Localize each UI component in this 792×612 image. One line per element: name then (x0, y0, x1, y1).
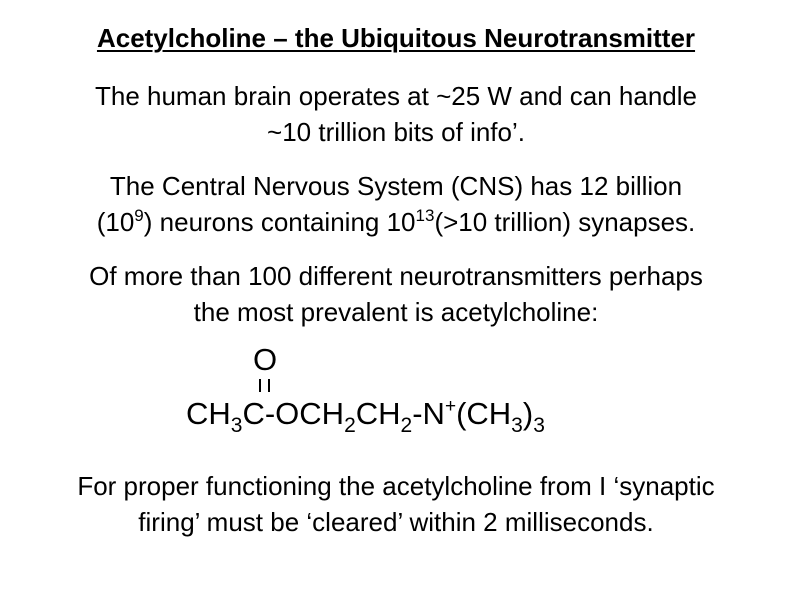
cns-line-2-part-a: (10 (96, 207, 135, 237)
formula-sub-2a: 2 (344, 414, 356, 437)
cns-paragraph (0, 168, 792, 240)
formula-close-paren: ) (522, 396, 534, 431)
clearing-line-1: For proper functioning the acetylcholine from I ‘synaptic (77, 471, 715, 501)
acetylcholine-formula (186, 396, 545, 437)
formula-sub-3b: 3 (511, 414, 523, 437)
brain-power-paragraph (0, 78, 792, 150)
brain-power-line-1: The human brain operates at ~25 W and can handle (94, 81, 697, 111)
brain-power-line-2: ~10 trillion bits of info’. (267, 117, 525, 147)
formula-charge: + (444, 396, 457, 417)
carbonyl-oxygen: O (253, 342, 278, 377)
neurotransmitter-line-1: Of more than 100 different neurotransmitters perhaps (89, 261, 703, 291)
neurotransmitter-paragraph (0, 258, 792, 330)
formula-n: -N (412, 396, 445, 431)
cns-line-1: The Central Nervous System (CNS) has 12 billion (109, 171, 683, 201)
cns-line-2-part-b: ) neurons containing 10 (143, 207, 416, 237)
cns-line-2 (0, 204, 792, 240)
formula-sub-2b: 2 (400, 414, 413, 437)
cns-line-2-part-c: (>10 trillion) synapses. (434, 207, 696, 237)
neurotransmitter-line-2: the most prevalent is acetylcholine: (193, 297, 599, 327)
neuron-exponent: 9 (134, 206, 144, 225)
clearing-paragraph (0, 468, 792, 540)
formula-sub-3a: 3 (230, 414, 243, 437)
double-bond-icon (259, 379, 270, 392)
formula-c-och: C-OCH (242, 396, 345, 431)
formula-sub-3c: 3 (533, 414, 545, 437)
slide-title: Acetylcholine – the Ubiquitous Neurotransmitter (96, 23, 696, 53)
synapse-exponent: 13 (415, 206, 435, 225)
formula-ch-2: CH (355, 396, 401, 431)
formula-ch-3: (CH (456, 396, 512, 431)
formula-ch: CH (186, 396, 231, 431)
clearing-line-2: firing’ must be ‘cleared’ within 2 milliseconds. (138, 507, 654, 537)
